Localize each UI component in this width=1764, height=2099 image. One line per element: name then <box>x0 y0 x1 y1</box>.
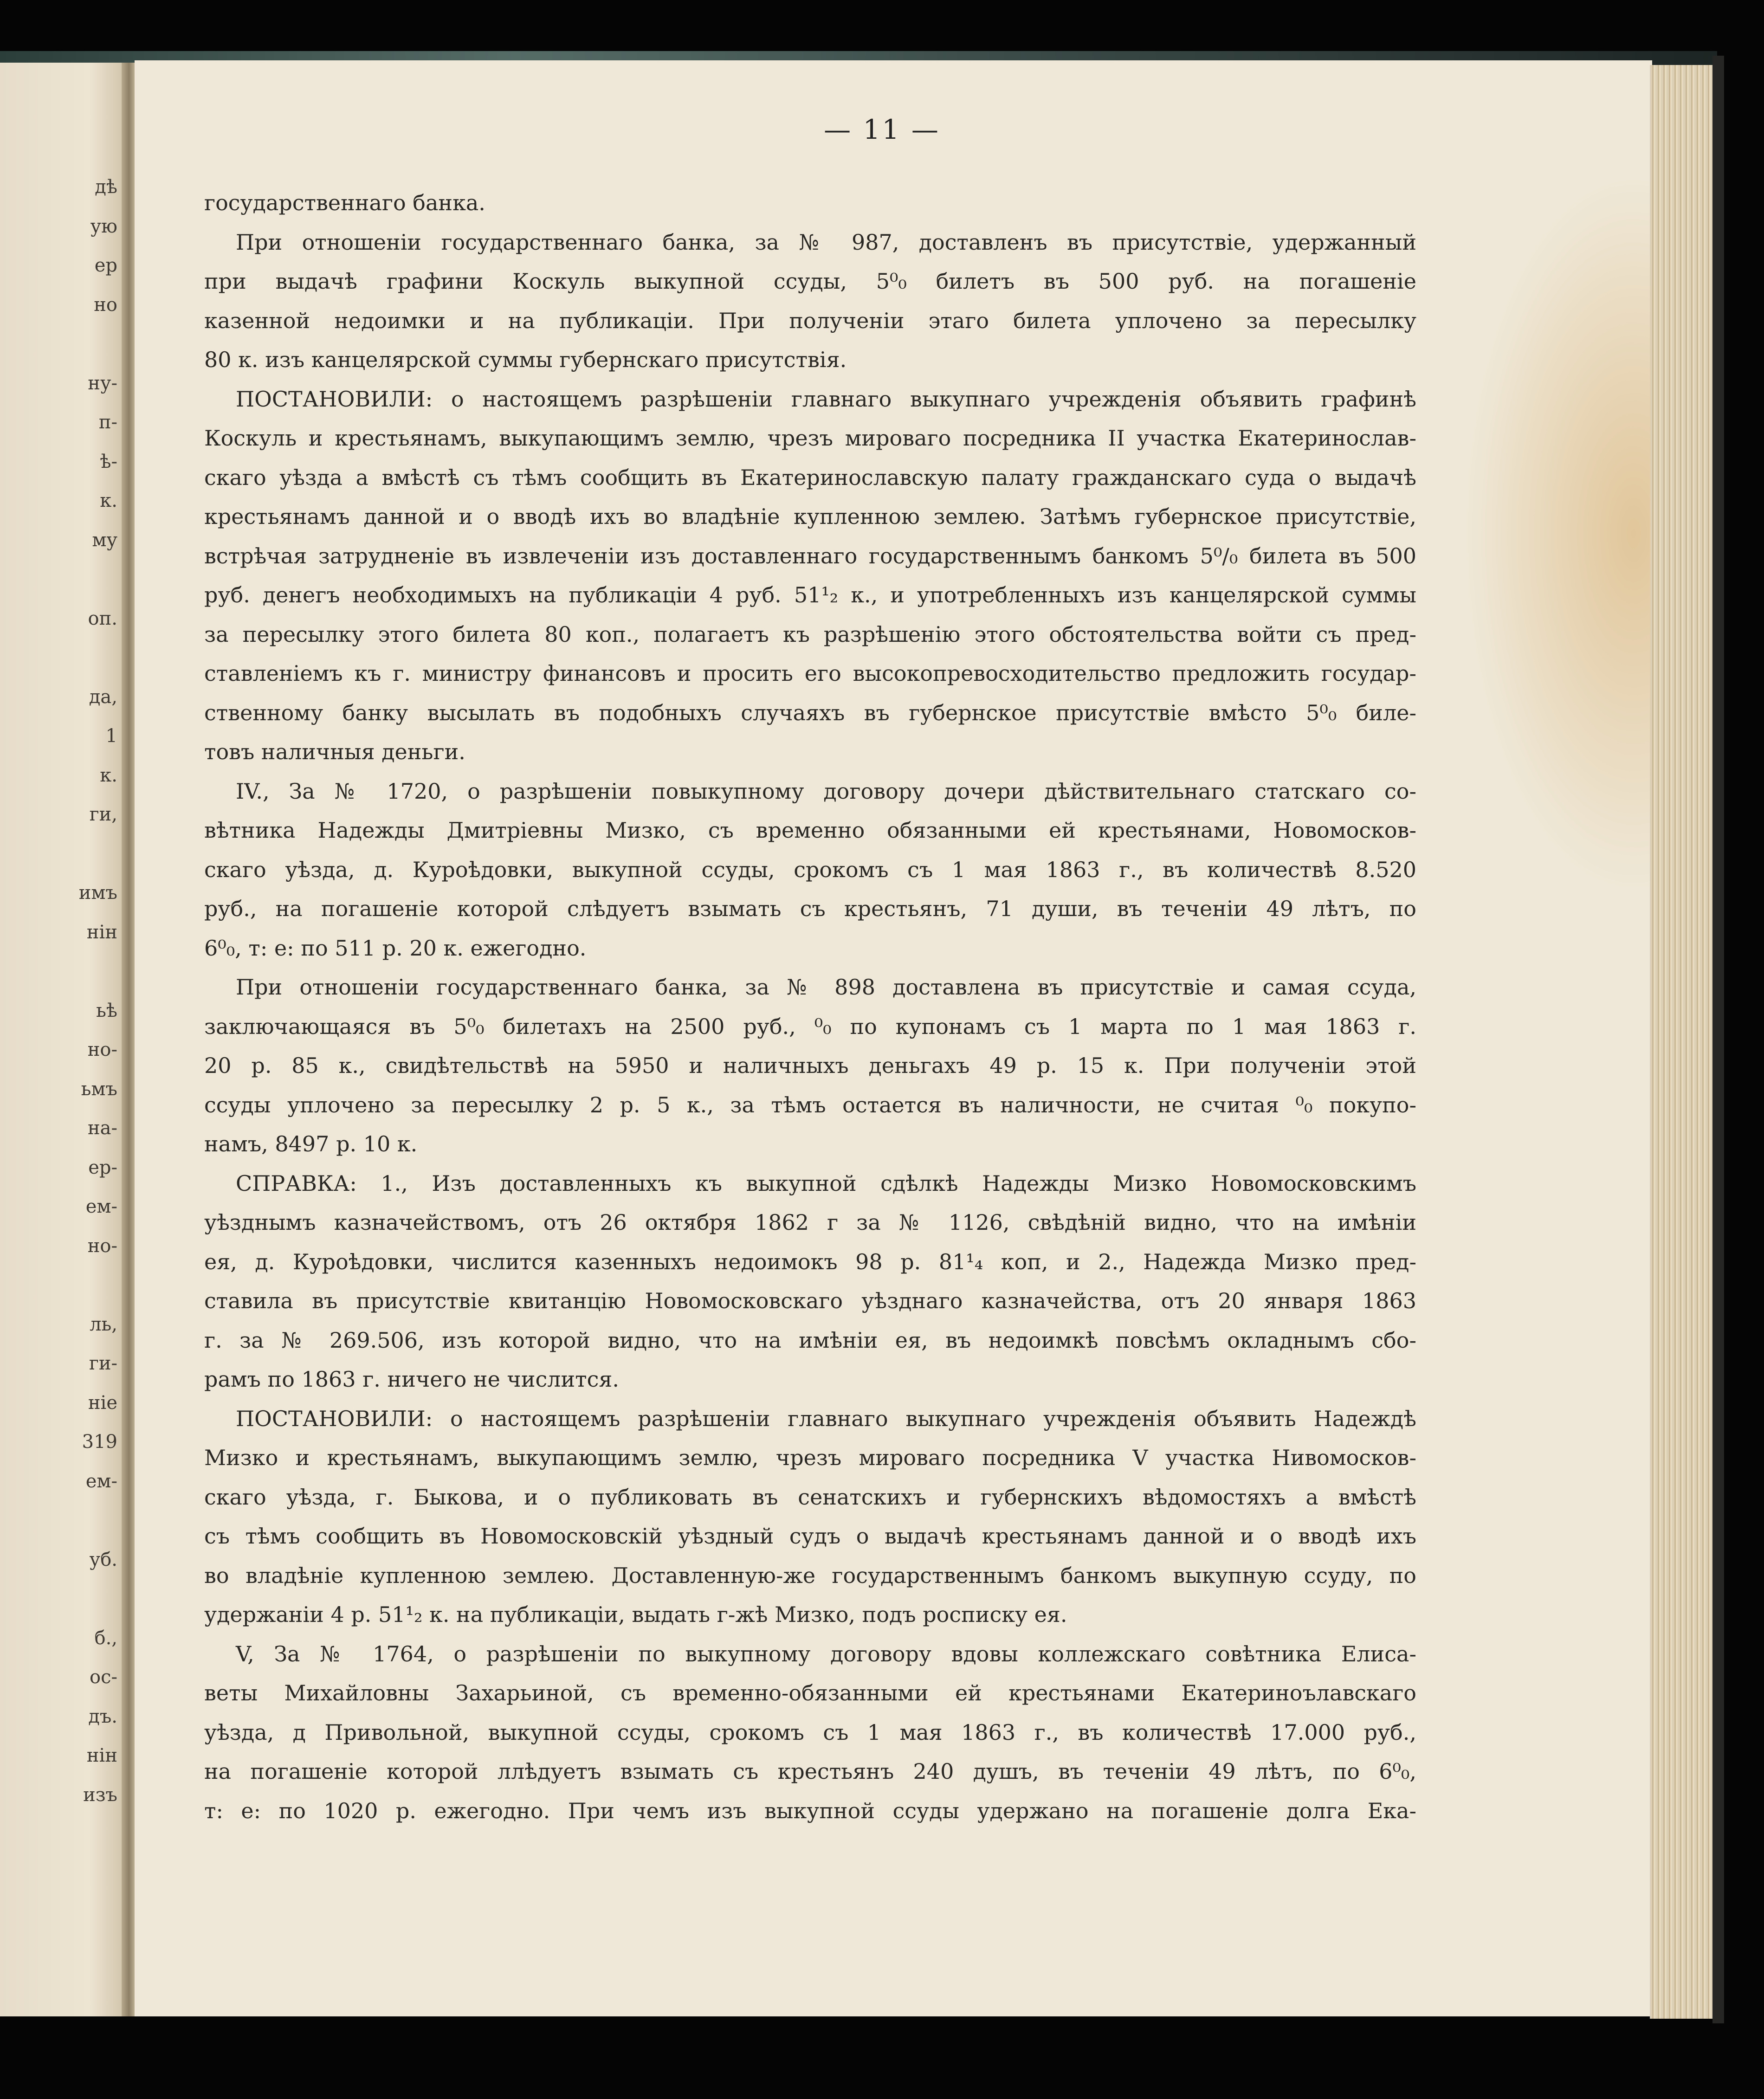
left-page-text-fragment: но <box>94 294 117 316</box>
text-line: во владѣніе купленною землею. Доставленную-же государственнымъ банкомъ выкупную ссуду, по <box>204 1563 1416 1588</box>
text-line: скаго уѣзда, д. Куроѣдовки, выкупной ссуды, срокомъ съ 1 мая 1863 г., въ количествѣ 8.520 <box>204 857 1416 882</box>
book-cover-edge <box>1712 56 1724 2023</box>
text-line: ставила въ присутствіе квитанцію Новомосковскаго уѣзднаго казначейства, отъ 20 января 1863 <box>204 1288 1416 1313</box>
text-line: уѣзднымъ казначействомъ, отъ 26 октября 1862 г за № 1126, свѣдѣній видно, что на имѣніи <box>204 1210 1416 1235</box>
left-page-text-fragment: ль, <box>90 1313 117 1335</box>
text-line: уѣзда, д Привольной, выкупной ссуды, срокомъ съ 1 мая 1863 г., въ количествѣ 17.000 руб., <box>204 1719 1416 1745</box>
left-page-text-fragment: да, <box>89 686 117 708</box>
text-line: СПРАВКА: 1., Изъ доставленныхъ къ выкупной сдѣлкѣ Надежды Мизко Новомосковскимъ <box>236 1170 1416 1196</box>
text-line: Коскуль и крестьянамъ, выкупающимъ землю, чрезъ мироваго посредника II участка Екатеринослав- <box>204 426 1416 451</box>
left-page-text-fragment: к. <box>100 764 117 786</box>
left-page-text-fragment: имъ <box>78 882 117 904</box>
text-line: заключающаяся въ 5⁰₀ билетахъ на 2500 руб., ⁰₀ по купонамъ съ 1 марта по 1 мая 1863 г. <box>204 1014 1416 1039</box>
left-page-text-fragment: изъ <box>83 1784 117 1806</box>
left-page-text-fragment: ую <box>90 215 117 237</box>
left-page-text-fragment: ги- <box>89 1353 117 1374</box>
left-page-text-fragment: ос- <box>90 1666 117 1688</box>
left-page-text-fragment: ѣ- <box>100 451 117 472</box>
text-line: Мизко и крестьянамъ, выкупающимъ землю, чрезъ мироваго посредника V участка Нивомосков- <box>204 1445 1416 1470</box>
left-page-text-fragment: ги, <box>89 804 117 825</box>
text-line: ПОСТАНОВИЛИ: о настоящемъ разрѣшеніи главнаго выкупнаго учрежденія объявить Надеждѣ <box>236 1406 1416 1431</box>
left-page-text-fragment: ніе <box>88 1392 117 1414</box>
text-line: ПОСТАНОВИЛИ: о настоящемъ разрѣшеніи главнаго выкупнаго учрежденія объявить графинѣ <box>236 386 1416 412</box>
left-page-text-fragment: нін <box>86 921 117 943</box>
text-line: государственнаго банка. <box>204 190 485 215</box>
left-page-text-fragment: 1 <box>105 725 117 747</box>
text-line: на погашеніе которой ллѣдуетъ взымать съ крестьянъ 240 душъ, въ теченіи 49 лѣтъ, по 6⁰₀, <box>204 1759 1416 1784</box>
left-page-text-fragment: ну- <box>88 372 117 394</box>
left-page-text-fragment: но- <box>87 1235 117 1257</box>
text-line: скаго уѣзда, г. Быкова, и о публиковать въ сенатскихъ и губернскихъ вѣдомостяхъ а вмѣстѣ <box>204 1484 1416 1510</box>
text-line: руб., на погашеніе которой слѣдуетъ взымать съ крестьянъ, 71 души, въ теченіи 49 лѣтъ, по <box>204 896 1416 921</box>
text-line: рамъ по 1863 г. ничего не числится. <box>204 1367 619 1392</box>
text-line: ея, д. Куроѣдовки, числится казенныхъ недоимокъ 98 р. 81¹₄ коп, и 2., Надежда Мизко пред- <box>204 1249 1416 1274</box>
left-page-text-fragment: дѣ <box>95 176 117 198</box>
left-page-text-fragment: дъ. <box>88 1705 117 1727</box>
text-line: ственному банку высылать въ подобныхъ случаяхъ въ губернское присутствіе вмѣсто 5⁰₀ биле- <box>204 700 1416 725</box>
text-line: казенной недоимки и на публикаціи. При полученіи этаго билета уплочено за пересылку <box>204 308 1416 333</box>
text-line: за пересылку этого билета 80 коп., полагаетъ къ разрѣшенію этого обстоятельства войти съ пред- <box>204 621 1416 647</box>
left-page-text-fragment: но- <box>87 1039 117 1060</box>
text-line: При отношеніи государственнаго банка, за № 898 доставлена въ присутствіе и самая ссуда, <box>236 975 1416 1000</box>
left-page-text-fragment: к. <box>100 490 117 511</box>
left-page-text-fragment: уб. <box>89 1549 117 1570</box>
text-line: скаго уѣзда а вмѣстѣ съ тѣмъ сообщить въ Екатеринославскую палату гражданскаго суда о выдачѣ <box>204 465 1416 490</box>
text-line: встрѣчая затрудненіе въ извлеченіи изъ доставленнаго государственнымъ банкомъ 5⁰/₀ билета въ 500 <box>204 543 1416 568</box>
left-page-text-fragment: ер <box>94 255 117 276</box>
left-page-text-fragment: ьмъ <box>81 1078 117 1100</box>
text-line: т: е: по 1020 р. ежегодно. При чемъ изъ выкупной ссуды удержано на погашеніе долга Ека- <box>204 1798 1416 1823</box>
left-page-text-fragment: му <box>92 529 117 551</box>
left-page-text-fragment: ем- <box>85 1196 117 1217</box>
document-body <box>204 183 1416 1830</box>
left-page-text-fragment: б., <box>94 1627 117 1649</box>
left-page-text-fragment: ер- <box>88 1156 117 1178</box>
text-line: При отношеніи государственнаго банка, за № 987, доставленъ въ присутствіе, удержанный <box>236 229 1416 255</box>
text-line: ссуды уплочено за пересылку 2 р. 5 к., за тѣмъ остается въ наличности, не считая ⁰₀ покупо- <box>204 1092 1416 1117</box>
text-line: веты Михайловны Захарьиной, съ временно-обязанными ей крестьянами Екатериноълавскаго <box>204 1680 1416 1705</box>
left-page-text-fragment: на- <box>87 1117 117 1139</box>
text-line: вѣтника Надежды Дмитріевны Мизко, съ временно обязанными ей крестьянами, Новомосков- <box>204 818 1416 843</box>
text-line: г. за № 269.506, изъ которой видно, что на имѣніи ея, въ недоимкѣ повсѣмъ окладнымъ сбо- <box>204 1327 1416 1353</box>
text-line: при выдачѣ графини Коскуль выкупной ссуды, 5⁰₀ билетъ въ 500 руб. на погашеніе <box>204 269 1416 294</box>
text-line: крестьянамъ данной и о вводѣ ихъ во владѣніе купленною землею. Затѣмъ губернское присутствіе, <box>204 504 1416 529</box>
text-line: товъ наличныя деньги. <box>204 739 465 764</box>
left-page-text-fragment: 319 <box>82 1431 117 1453</box>
text-line: съ тѣмъ сообщить въ Новомосковскій уѣздный судъ о выдачѣ крестьянамъ данной и о вводѣ ихъ <box>204 1524 1416 1549</box>
left-page-text-fragment: нін <box>86 1745 117 1766</box>
left-page-fragment <box>0 63 128 2016</box>
text-line: удержаніи 4 р. 51¹₂ к. на публикаціи, выдать г-жѣ Мизко, подъ росписку ея. <box>204 1602 1067 1627</box>
left-page-text-fragment: оп. <box>88 607 117 629</box>
left-page-text-fragment: п- <box>98 412 117 433</box>
page-edges <box>1650 65 1712 2019</box>
page-number: — 11 — <box>824 114 940 145</box>
left-page-text-fragment: ем- <box>85 1470 117 1492</box>
text-line: ставленіемъ къ г. министру финансовъ и просить его высокопревосходительство предложить государ- <box>204 661 1416 686</box>
left-page-text-fragment: ьѣ <box>96 1000 117 1021</box>
text-line: V, За № 1764, о разрѣшеніи по выкупному договору вдовы коллежскаго совѣтника Елиса- <box>236 1641 1416 1666</box>
text-line: руб. денегъ необходимыхъ на публикаціи 4 руб. 51¹₂ к., и употребленныхъ изъ канцелярской суммы <box>204 582 1416 607</box>
text-line: 20 р. 85 к., свидѣтельствѣ на 5950 и наличныхъ деньгахъ 49 р. 15 к. При полученіи этой <box>204 1053 1416 1078</box>
text-line: намъ, 8497 р. 10 к. <box>204 1131 418 1156</box>
text-line: 6⁰₀, т: е: по 511 р. 20 к. ежегодно. <box>204 935 587 961</box>
text-line: 80 к. изъ канцелярской суммы губернскаго присутствія. <box>204 347 847 372</box>
text-line: IV., За № 1720, о разрѣшеніи повыкупному договору дочери дѣйствительнаго статскаго со- <box>236 778 1416 804</box>
